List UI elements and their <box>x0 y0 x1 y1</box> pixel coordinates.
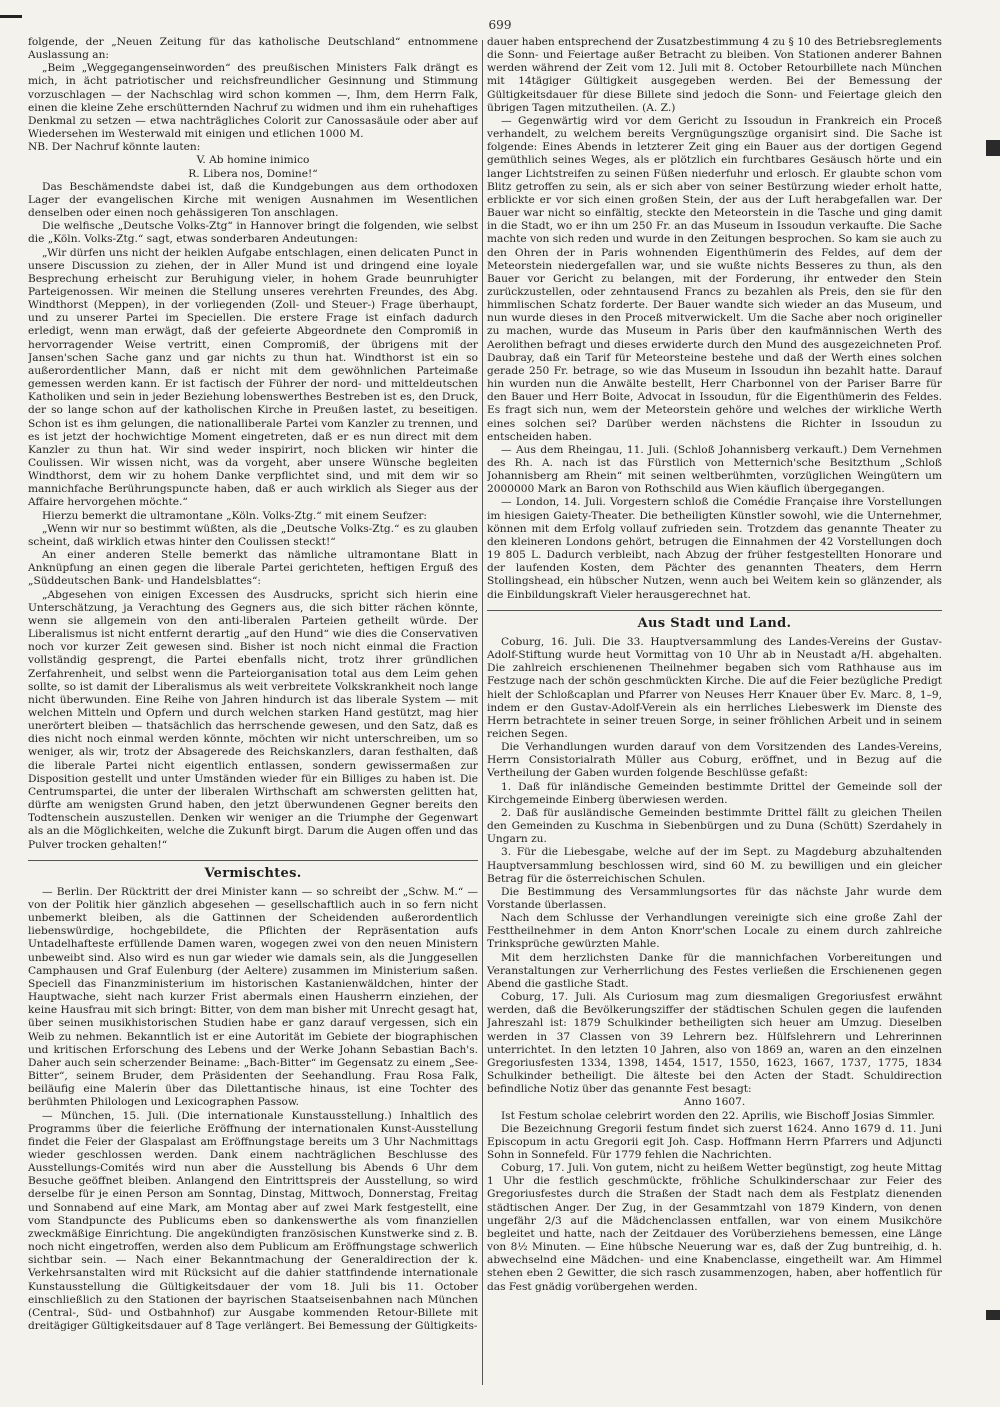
section-heading: Vermischtes. <box>204 865 302 881</box>
paragraph: Mit dem herzlichsten Danke für die mannichfachen Vorbereitungen und Veranstaltungen zur Verherrlichung des Festes verließen die Erschienenen gegen Abend die gastliche Stadt. <box>487 951 942 990</box>
paragraph: 3. Für die Liebesgabe, welche auf der im Sept. zu Magdeburg abzuhaltenden Hauptversammlung beschlossen wird, sind 60 M. zu bewilligen und ein gleicher Betrag für die österreichischen Schulen. <box>487 846 942 885</box>
paragraph: 2. Daß für ausländische Gemeinden bestimmte Drittel fällt zu gleichen Theilen den Gemeinden zu Kuschma in Siebenbürgen und zu Duna (Schütt) Szerdahely in Ungarn zu. <box>487 806 942 846</box>
paragraph: — Berlin. Der Rücktritt der drei Minister kann — so schreibt der „Schw. M.“ — von der Politik hier gänzlich abgesehen — gesellschaftlich auch in so fern nicht unbemerkt bleiben, als die Gattinnen der Scheidenden außerordentlich liebenswürdige, hochgebildete, die Pflichten der Repräsentation aufs Untadelhafteste erfüllende Damen waren, wogegen zwei von den neuen Ministern unbeweibt sind. Also wird es nun gar wieder wie damals sein, als die Junggesellen Camphausen und Graf Eulenburg (der Aeltere) zusammen im Ministerium saßen. Speciell das Finanzministerium im historischen Kastanienwäldchen, hinter der Hauptwache, sieht nach kurzer Frist abermals einen Hausherrn einziehen, der keine Hausfrau mit sich bringt: Bitter, von dem man bisher mit Unrecht gesagt hat, über seinen musikhistorischen Studien habe er ganz darauf vergessen, sich ein Weib zu nehmen. Bekanntlich ist er eine Autorität im Gebiete der biographischen und kritischen Erforschung des Lebens und der Werke Johann Sebastian Bach's. Daher auch sein scherzender Beiname: „Bach-Bitter“ im Gegensatz zu einem „See-Bitter“, seinem Bruder, dem Präsidenten der Seehandlung. Frau Rosa Falk, beiläufig eine Malerin über das Dilettantische hinaus, ist eine Tochter des berühmten Philologen und Lexicographen Passow. <box>28 885 478 1109</box>
scan-edge-mark <box>986 140 1000 156</box>
divider <box>487 610 942 611</box>
divider <box>28 860 478 861</box>
paragraph: „Abgesehen von einigen Excessen des Ausdrucks, spricht sich hierin eine Unterschätzung, ja Verachtung des Gegners aus, die sich bitter rächen könnte, wenn sie allgemein von den anti-liberalen Parteien getheilt würde. Der Liberalismus ist nicht entfernt derartig „auf den Hund“ wie dies die Conservativen noch vor kurzer Zeit gewesen sind. Bisher ist noch nicht einmal die Fraction vollständig gesprengt, die Partei ebenfalls nicht, trotz ihrer gründlichen Zerfahrenheit, und selbst wenn die Parteiorganisation total aus dem Leim gehen sollte, so ist damit der Liberalismus als weit verbreitete Volkskrankheit noch lange nicht überwunden. Eine Reihe von Jahren hindurch ist das liberale System — mit welchen Mitteln und Opfern und durch welchen starken Hand gestützt, mag hier unerörtert bleiben — thatsächlich das herrschende gewesen, und den Satz, daß es dies nicht noch einmal werden könnte, möchten wir nicht unterschreiben, um so weniger, als wir, trotz der Absagerede des Reichskanzlers, daran festhalten, daß die liberale Partei nicht eigentlich entlassen, sondern gewissermaßen zur Disposition gestellt und unter Umständen wieder für ein Billiges zu haben ist. Die Centrumspartei, die unter der liberalen Wirthschaft am schwersten gelitten hat, dürfte am wenigsten Grund haben, den jetzt überwundenen Gegner bereits den Todtenschein auszustellen. Denken wir weniger an die Triumphe der Gegenwart als an die Möglichkeiten, welche die Zukunft birgt. Darum die Augen offen und das Pulver trocken gehalten!“ <box>28 588 478 851</box>
scan-edge-mark <box>986 1310 1000 1320</box>
column-divider <box>482 40 483 1385</box>
paragraph: An einer anderen Stelle bemerkt das nämliche ultramontane Blatt in Anknüpfung an einen gegen die liberale Partei gerichteten, heftigen Erguß des „Süddeutschen Bank- und Handelsblattes“: <box>28 549 478 588</box>
paragraph: Anno 1607. <box>683 1096 746 1109</box>
paragraph: folgende, der „Neuen Zeitung für das katholische Deutschland“ entnommene Auslassung an: <box>28 36 478 62</box>
paragraph: R. Libera nos, Domine!“ <box>188 167 318 180</box>
paragraph: Hierzu bemerkt die ultramontane „Köln. Volks-Ztg.“ mit einem Seufzer: <box>42 509 427 522</box>
paragraph: — London, 14. Juli. Vorgestern schloß die Comédie Française ihre Vorstellungen im hiesigen Gaiety-Theater. Die betheiligten Künstler sowohl, wie die Unternehmer, können mit dem Erfolg vollauf zufrieden sein. Trotzdem das genannte Theater zu den kleineren Londons gehört, betrugen die Einnahmen der 42 Vorstellungen doch 19 805 L. Dadurch verbleibt, nach Abzug der früher festgestellten Honorare und der laufenden Kosten, dem Pächter des genannten Theaters, dem Herrn Stollingshead, ein hübscher Nutzen, wenn auch bei Weitem kein so glänzender, als die Einbildungskraft Vieler herausgerechnet hat. <box>487 496 942 601</box>
paragraph: Coburg, 16. Juli. Die 33. Hauptversammlung des Landes-Vereins der Gustav-Adolf-Stiftung wurde heut Vormittag von 10 Uhr ab in Neustadt a/H. abgehalten. Die zahlreich erschienenen Theilnehmer begaben sich vom Rathhause aus im Festzuge nach der schön geschmückten Kirche. Die auf die Feier bezügliche Predigt hielt der Schloßcaplan und Pfarrer von Neuses Herr Knauer über Ev. Marc. 8, 1–9, indem er den Gustav-Adolf-Verein als ein herrliches Liebeswerk im Dienste des Herrn betrachtete in seiner treuen Sorge, in seiner fröhlichen Arbeit und in seinem reichen Segen. <box>487 635 942 740</box>
paragraph: NB. Der Nachruf könnte lauten: <box>28 141 201 154</box>
paragraph: dauer haben entsprechend der Zusatzbestimmung 4 zu § 10 des Betriebsreglements die Sonn- und Feiertage außer Betracht zu bleiben. Von Stationen anderer Bahnen werden während der Zeit vom 12. Juli mit 8. October Retourbillete nach München mit 14tägiger Gültigkeit ausgegeben werden. Bei der Bemessung der Gültigkeitsdauer für diese Billete sind jedoch die Sonn- und Feiertage gleich den übrigen Tagen mitzutheilen. (A. Z.) <box>487 36 942 114</box>
paragraph: 1. Daß für inländische Gemeinden bestimmte Drittel der Gemeinde soll der Kirchgemeinde Einberg überwiesen werden. <box>487 780 942 806</box>
paragraph: Die welfische „Deutsche Volks-Ztg“ in Hannover bringt die folgenden, wie selbst die „Köln. Volks-Ztg.“ sagt, etwas sonderbaren Andeutungen: <box>28 220 478 246</box>
paragraph: Die Verhandlungen wurden darauf von dem Vorsitzenden des Landes-Vereins, Herrn Consistorialrath Müller aus Coburg, eröffnet, und in Bezug auf die Vertheilung der Gaben wurden folgende Beschlüsse gefaßt: <box>487 741 942 780</box>
paragraph: „Wenn wir nur so bestimmt wüßten, als die „Deutsche Volks-Ztg.“ es zu glauben scheint, daß wirklich etwas hinter den Coulissen steckt!“ <box>28 522 478 548</box>
paragraph: Nach dem Schlusse der Verhandlungen vereinigte sich eine große Zahl der Festtheilnehmer in dem Anton Knorr'schen Locale zu einem durch zahlreiche Trinksprüche gewürzten Mahle. <box>487 912 942 951</box>
paragraph: Die Bezeichnung Gregorii festum findet sich zuerst 1624. Anno 1679 d. 11. Juni Episcopum in actu Gregorii egit Joh. Casp. Hoffmann Herrn Pfarrers und Adjuncti Sohn in Sonnefeld. Für 1779 fehlen die Nachrichten. <box>487 1122 942 1161</box>
paragraph: — Aus dem Rheingau, 11. Juli. (Schloß Johannisberg verkauft.) Dem Vernehmen des Rh. A. nach ist das Fürstlich von Metternich'sche Besitzthum „Schloß Johannisberg am Rhein“ mit seinen weltberühmten, vorzüglichen Weingütern um 2000000 Mark an Baron von Rothschild aus Wien käuflich übergegangen. <box>487 443 942 496</box>
paragraph: — Gegenwärtig wird vor dem Gericht zu Issoudun in Frankreich ein Proceß verhandelt, zu welchem bereits Vergnügungszüge organisirt sind. Die Sache ist folgende: Eines Abends in letzterer Zeit ging ein Bauer aus der dortigen Gegend gemüthlich seines Weges, als er plötzlich ein furchtbares Gesäusch hörte und ein langer Lichtstreifen zu seinen Füßen niederfuhr und erlosch. Er glaubte schon vom Blitz getroffen zu sein, als er sich aber von seiner Bestürzung wieder erholt hatte, erblickte er vor sich einen großen Stein, der aus der Luft herabgefallen war. Der Bauer war nicht so einfältig, steckte den Meteorstein in die Tasche und ging damit in die Stadt, wo er ihn um 250 Fr. an das Museum in Issoudun verkaufte. Die Sache machte von sich reden und wurde in den Zeitungen besprochen. So kam sie auch zu den Ohren der in Paris wohnenden Eigenthümerin des Feldes, auf dem der Meteorstein niedergefallen war, und sie wußte nichts Besseres zu thun, als den Bauer vor Gericht zu belangen, mit der Forderung, ihr entweder den Stein zurückzustellen, oder zehntausend Francs zu bezahlen als Preis, den sie für den himmlischen Schatz forderte. Der Bauer wandte sich wieder an das Museum, und nun wurde dieses in den Proceß mitverwickelt. Um die Sache aber noch origineller zu machen, wurde das Museum in Paris über den kaufmännischen Werth des Aerolithen befragt und dieses erwiderte durch den Mund des ausgezeichneten Prof. Daubray, daß ein Tarif für Meteorsteine bestehe und daß der Werth eines solchen gerade 250 Fr. betrage, so wie das Museum in Issoudun ihn bezahlt hatte. Darauf hin wurden nun die Anwälte bestellt, Herr Charbonnel von der Pariser Barre für den Bauer und Herr Boite, Advocat in Issoudun, für die Eigenthümerin des Feldes. Es fragt sich nun, wem der Meteorstein gehöre und welches der wirkliche Werth eines solchen sei? Darüber werden nächstens die Richter in Issoudun zu entscheiden haben. <box>487 114 942 443</box>
paragraph: Coburg, 17. Juli. Als Curiosum mag zum diesmaligen Gregoriusfest erwähnt werden, daß die Bevölkerungsziffer der städtischen Schulen gegen die laufenden Jahreszahl ist: 1879 Schulkinder betheiligten sich heuer am Umzug. Dieselben werden in 37 Classen von 39 Lehrern bez. Hülfslehrern und Lehrerinnen unterrichtet. In den letzten 10 Jahren, also von 1869 an, waren an den einzelnen Gregoriusfesten 1334, 1398, 1454, 1517, 1550, 1623, 1667, 1737, 1775, 1834 Schulkinder betheiligt. Die älteste bei den Acten der Stadt. Schuldirection befindliche Notiz über das genannte Fest besagt: <box>487 991 942 1096</box>
paragraph: — München, 15. Juli. (Die internationale Kunstausstellung.) Inhaltlich des Programms über die feierliche Eröffnung der internationalen Kunst-Ausstellung findet die Feier der Glaspalast am Eröffnungstage bereits um 3 Uhr Nachmittags wieder geschlossen werden. Dank einem nachträglichen Beschlusse des Ausstellungs-Comités wird nun aber die Ausstellung bis Abends 6 Uhr dem Besuche geöffnet bleiben. Anlangend den Eintrittspreis der Ausstellung, so wird derselbe für je einen Person am Sonntag, Dinstag, Mittwoch, Donnerstag, Freitag und Sonnabend auf eine Mark, am Montag aber auf zwei Mark festgestellt, eine vom Standpuncte des Publicums eben so dankenswerthe als vom finanziellen zweckmäßige Einrichtung. Die angekündigten französischen Kunstwerke sind z. B. noch nicht eingetroffen, werden also dem Publicum am Eröffnungstage schwerlich sichtbar sein. — Nach einer Bekanntmachung der Generaldirection der k. Verkehrsanstalten wird mit Rücksicht auf die dahier stattfindende internationale Kunstausstellung die Gültigkeitsdauer der vom 18. Juli bis 11. October einschließlich zu den Stationen der bayrischen Staatseisenbahnen nach München (Central-, Süd- und Ostbahnhof) zur Ausgabe kommenden Retour-Billete mit dreitägiger Gültigkeitsdauer auf 8 Tage verlängert. Bei Bemessung der Gültigkeits- <box>28 1109 478 1332</box>
left-column <box>28 36 478 1391</box>
right-column <box>487 36 942 1391</box>
paragraph: Das Beschämendste dabei ist, daß die Kundgebungen aus dem orthodoxen Lager der evangelischen Kirche mit wenigen Ausnahmen im Wesentlichen denselben oder einen noch gehässigeren Ton anschlagen. <box>28 180 478 220</box>
page-number: 699 <box>488 18 512 32</box>
section-heading: Aus Stadt und Land. <box>637 615 792 631</box>
paragraph: Coburg, 17. Juli. Von gutem, nicht zu heißem Wetter begünstigt, zog heute Mittag 1 Uhr die festlich geschmückte, fröhliche Schulkinderschaar zur Feier des Gregoriusfestes durch die Straßen der Stadt nach dem als Festplatz dienenden städtischen Anger. Der Zug, in der Gesammtzahl von 1879 Kindern, von denen ungefähr 2/3 auf die Mädchenclassen entfallen, war von einem Musikchöre begleitet und hatte, nach der Zeitdauer des Vorüberziehens bemessen, eine Länge von 8½ Minuten. — Eine hübsche Neuerung war es, daß der Zug buntreihig, d. h. abwechselnd eine Mädchen- und eine Knabenclasse, eingetheilt war. Am Himmel stehen eben 2 Gewitter, die sich rasch zusammenzogen, haben, aber hoffentlich für das Fest gnädig vorübergehen werden. <box>487 1162 942 1293</box>
paragraph: „Wir dürfen uns nicht der heiklen Aufgabe entschlagen, einen delicaten Punct in unsere Discussion zu ziehen, der in Aller Mund ist und dringend eine loyale Besprechung erheischt zur Beruhigung vieler, in hohem Grade beunruhigter Parteigenossen. Wir meinen die Stellung unseres verehrten Freundes, des Abg. Windthorst (Meppen), in der vorliegenden (Zoll- und Steuer-) Frage überhaupt, und zu unserer Partei im Speciellen. Die erstere Frage ist einfach dadurch erledigt, wenn man erwägt, daß der gefeierte Abgeordnete den Compromiß in hervorragender Weise vertritt, einen Compromiß, der übrigens mit der Jansen'schen Sache ganz und gar nichts zu thun hat. Windthorst ist ein so außerordentlicher Mann, daß er nicht mit dem gewöhnlichen Parteimaße gemessen werden kann. Er ist factisch der Führer der nord- und mitteldeutschen Katholiken und sein in jeder Beziehung lobenswerthes Bestreben ist es, den Druck, der so lange schon auf der katholischen Kirche in Preußen lastet, zu beseitigen. Schon ist es ihm gelungen, die nationalliberale Partei vom Kanzler zu trennen, und es ist jetzt der hochwichtige Moment eingetreten, daß er es nun direct mit dem Kanzler zu thun hat. Wir sind weder inspirirt, noch blicken wir hinter die Coulissen. Wir wissen nicht, was da vorgeht, aber unsere Wünsche begleiten Windthorst, dem wir zu hohem Danke verpflichtet sind, und mit dem wir so mannichfache Berührungspuncte haben, daß er auch wirklich als Sieger aus der Affaire hervorgehen möchte.“ <box>28 246 478 509</box>
paragraph: „Beim „Weggegangenseinworden“ des preußischen Ministers Falk drängt es mich, in ächt patriotischer und reichsfreundlicher Gesinnung und Stimmung vorzuschlagen — der Nachschlag wird schon kommen —, Ihm, dem Herrn Falk, einen die kleine Zehe erschütternden Nachruf zu widmen und ihm ein ruhehaftiges Denkmal zu setzen — etwa nachträgliches Colorit zur Canossasäule oder aber auf Wiedersehen im Westerwald mit einigen und etlichen 1000 M. <box>28 62 478 141</box>
paragraph: V. Ab homine inimico <box>196 154 310 167</box>
paragraph: Die Bestimmung des Versammlungsortes für das nächste Jahr wurde dem Vorstande überlassen. <box>487 885 942 911</box>
paragraph: Ist Festum scholae celebrirt worden den 22. Aprilis, wie Bischoff Josias Simmler. <box>501 1109 935 1122</box>
